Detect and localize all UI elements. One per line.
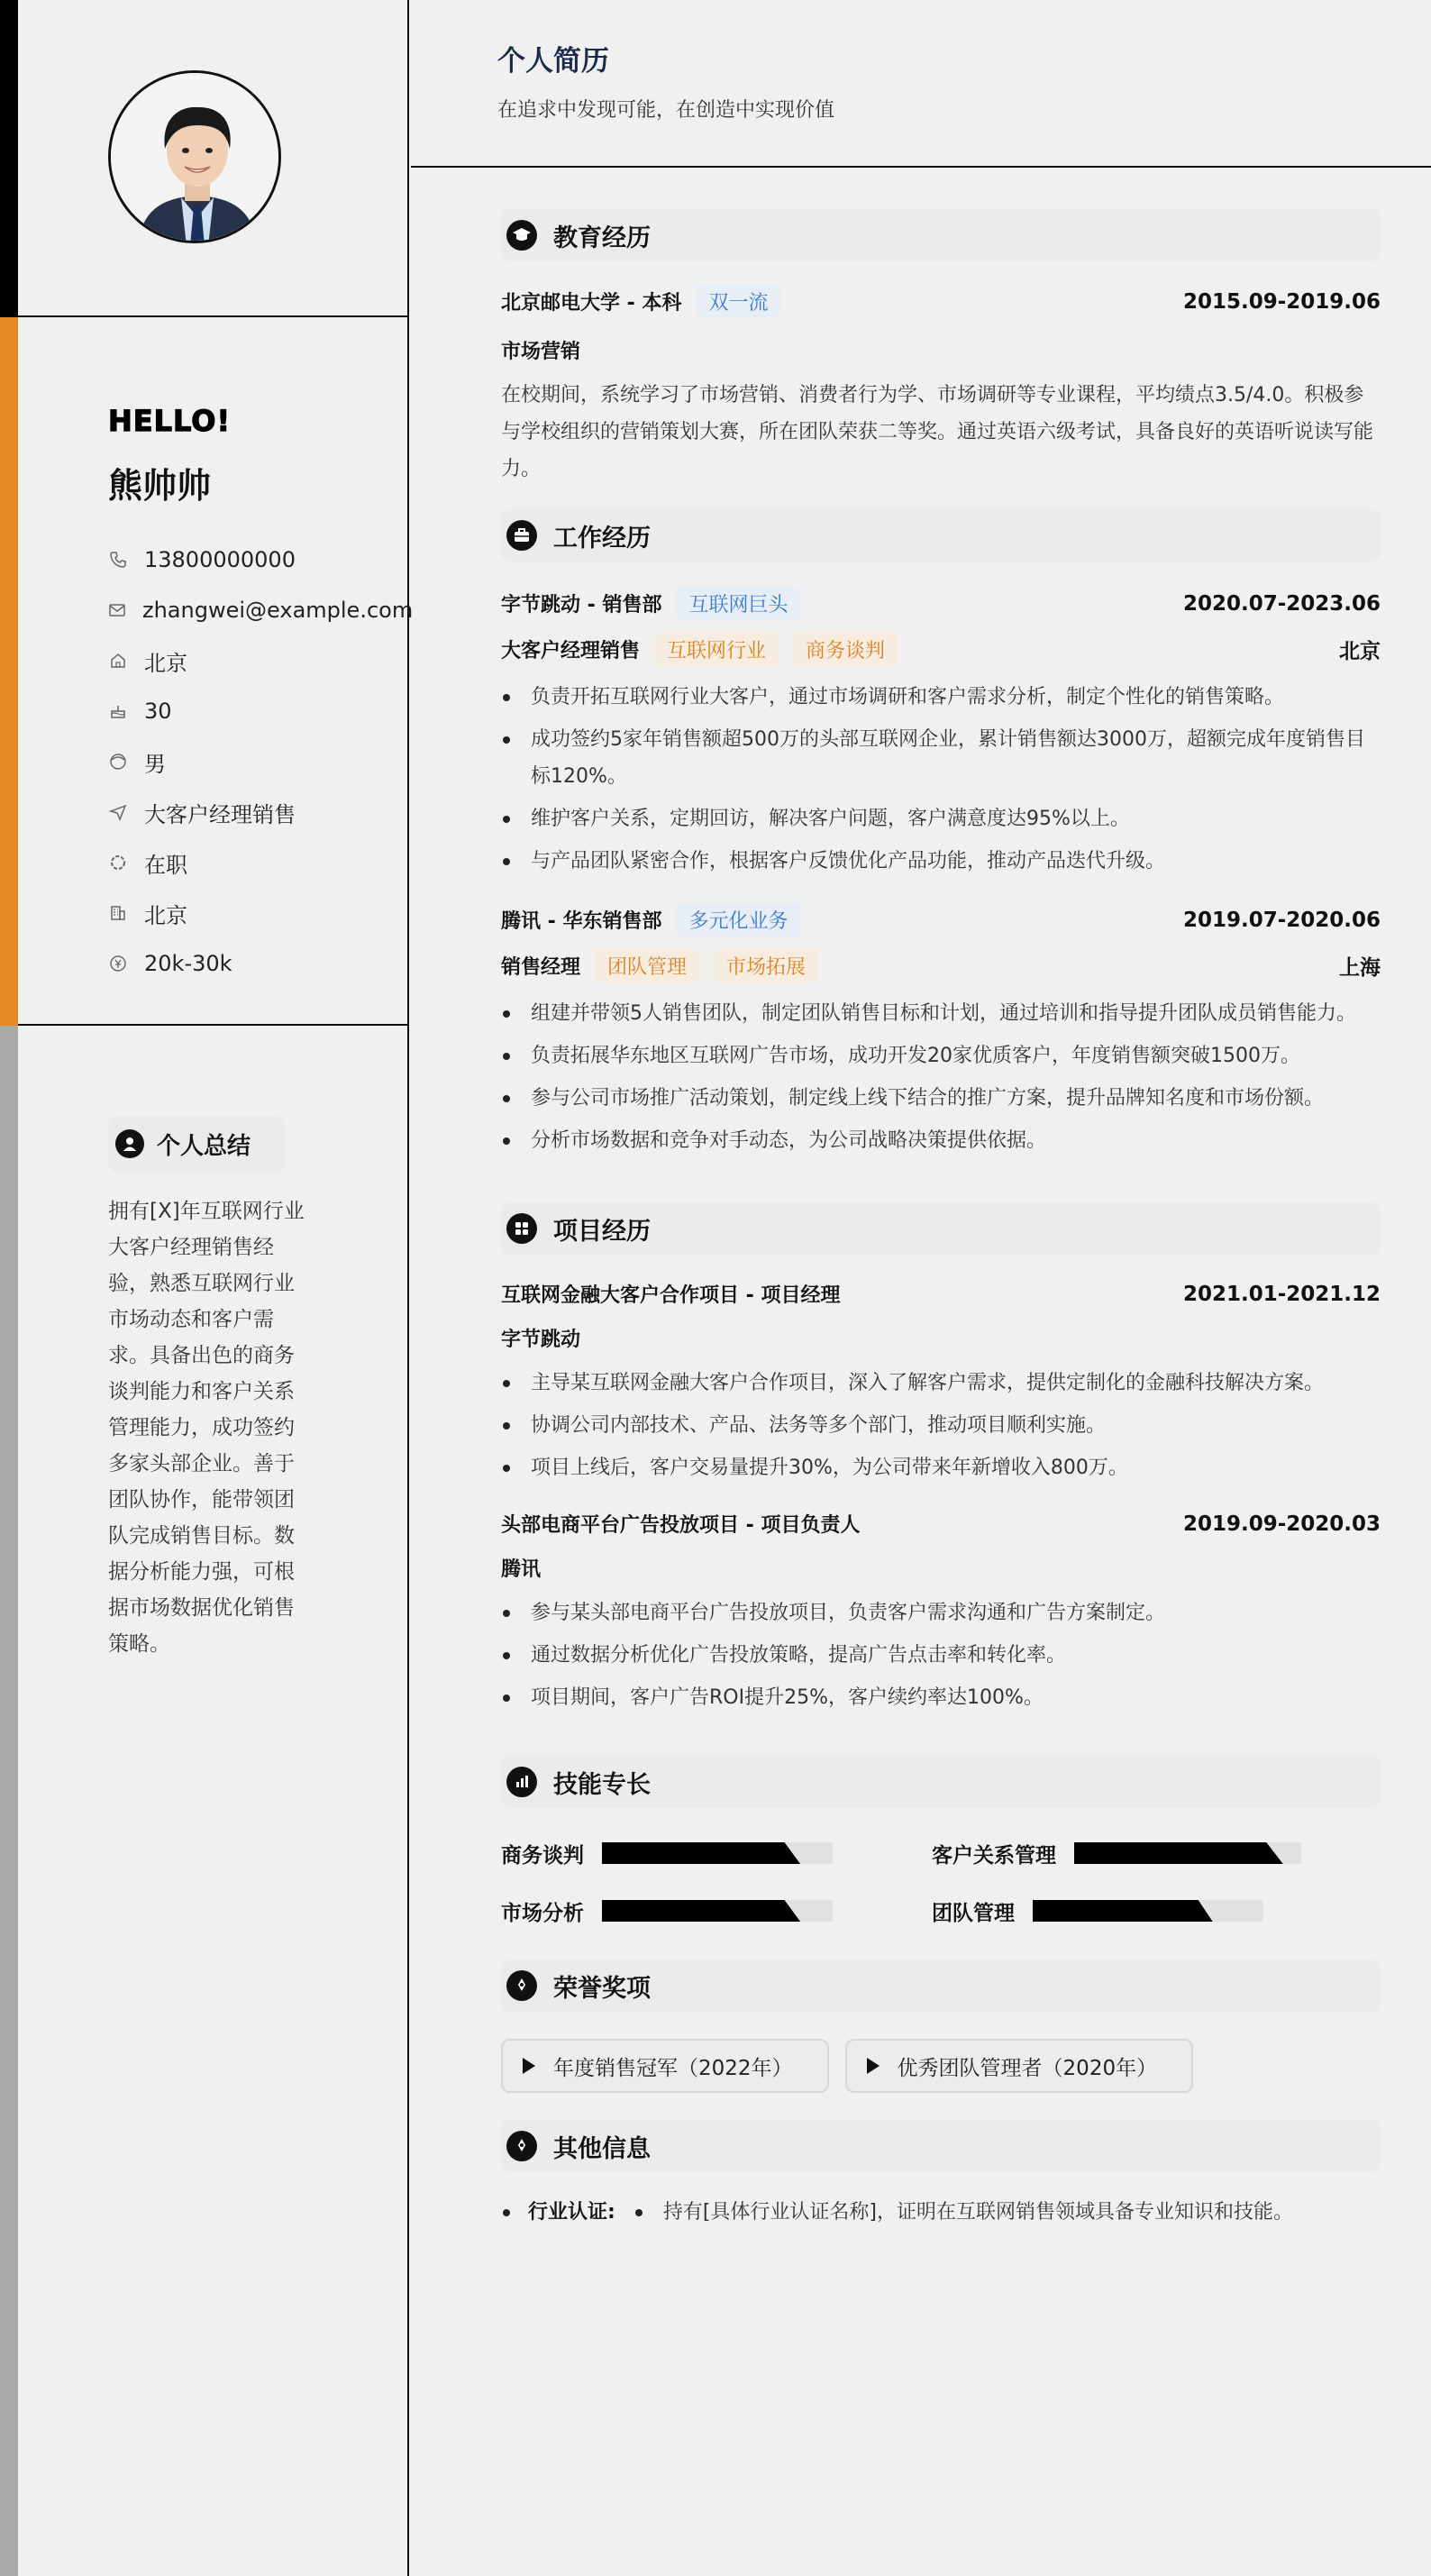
phone-icon bbox=[108, 550, 128, 570]
other-bullets bbox=[633, 2194, 1293, 2231]
role-name: 销售经理 bbox=[501, 956, 581, 979]
project-bullets bbox=[501, 1365, 1381, 1486]
list-item: 项目上线后，客户交易量提升30%，为公司带来年新增收入800万。 bbox=[501, 1449, 1381, 1486]
other-label: 行业认证: bbox=[528, 2201, 615, 2224]
person-name: 熊帅帅 bbox=[108, 466, 212, 506]
project-bullets bbox=[501, 1594, 1381, 1716]
accent-strip-bottom bbox=[0, 1026, 18, 2576]
education-heading bbox=[501, 209, 1381, 261]
other-heading-label: 其他信息 bbox=[553, 2134, 651, 2163]
project-title: 头部电商平台广告投放项目 - 项目负责人 bbox=[501, 1514, 861, 1537]
company-name: 字节跳动 - 销售部 bbox=[501, 594, 662, 617]
bar-chart-icon bbox=[506, 1767, 537, 1797]
list-item: 项目期间，客户广告ROI提升25%，客户续约率达100%。 bbox=[501, 1679, 1381, 1716]
skills-grid bbox=[501, 1824, 1381, 1940]
list-item: 与产品团队紧密合作，根据客户反馈优化产品功能，推动产品迭代升级。 bbox=[501, 843, 1381, 880]
resume-body bbox=[411, 168, 1431, 2231]
status-value: 在职 bbox=[144, 852, 187, 878]
school-tag: 双一流 bbox=[696, 285, 780, 318]
list-item: 负责拓展华东地区互联网广告市场，成功开发20家优质客户，年度销售额突破1500万。 bbox=[501, 1037, 1381, 1074]
main-content bbox=[411, 0, 1431, 2231]
awards-heading-label: 荣誉奖项 bbox=[553, 1974, 651, 2003]
role-tag: 市场拓展 bbox=[714, 949, 818, 982]
position-value: 大客户经理销售 bbox=[144, 801, 296, 827]
money-icon bbox=[108, 954, 128, 973]
page-subtitle: 在追求中发现可能，在创造中实现价值 bbox=[497, 99, 835, 122]
summary-text: 拥有[X]年互联网行业大客户经理销售经验，熟悉互联网行业市场动态和客户需求。具备出色的商务谈判能力和客户关系管理能力，成功签约多家头部企业。善于团队协作，能带领团队完成销售目标。数据分析能力强，可根据市场数据优化销售策略。 bbox=[108, 1200, 305, 1656]
personal-info-section bbox=[18, 317, 414, 1026]
job-city: 上海 bbox=[1339, 956, 1381, 980]
send-icon bbox=[108, 802, 128, 822]
job-date: 2020.07-2023.06 bbox=[1182, 591, 1381, 616]
other-info-row bbox=[501, 2194, 1381, 2231]
gender-value: 男 bbox=[144, 751, 166, 777]
skill-bar bbox=[1033, 1900, 1263, 1922]
skill-name: 团队管理 bbox=[932, 1901, 1015, 1925]
play-icon bbox=[867, 2058, 880, 2074]
salary-value: 20k-30k bbox=[144, 951, 232, 976]
graduation-cap-icon bbox=[506, 220, 537, 251]
list-item: 参与公司市场推广活动策划，制定线上线下结合的推广方案，提升品牌知名度和市场份额。 bbox=[501, 1080, 1381, 1117]
home-icon bbox=[108, 651, 128, 671]
project-entry bbox=[501, 1510, 1381, 1716]
job-entry bbox=[501, 903, 1381, 1159]
skill-item bbox=[501, 1824, 932, 1882]
list-item: 成功签约5家年销售额超500万的头部互联网企业，累计销售额达3000万，超额完成年度销售目标120%。 bbox=[501, 721, 1381, 795]
company-tag: 多元化业务 bbox=[676, 903, 800, 936]
city-value: 北京 bbox=[144, 902, 187, 928]
other-heading bbox=[501, 2120, 1381, 2172]
role-name: 大客户经理销售 bbox=[501, 640, 641, 662]
job-entry bbox=[501, 587, 1381, 880]
briefcase-icon bbox=[506, 520, 537, 551]
work-heading bbox=[501, 509, 1381, 562]
skills-heading-label: 技能专长 bbox=[553, 1770, 651, 1799]
projects-heading-label: 项目经历 bbox=[553, 1217, 651, 1246]
project-org: 腾讯 bbox=[501, 1558, 542, 1581]
info-gender bbox=[108, 736, 407, 787]
skill-bar bbox=[602, 1842, 833, 1864]
skill-bar bbox=[1074, 1842, 1301, 1864]
email-value: zhangwei@example.com bbox=[142, 598, 414, 623]
list-item: 负责开拓互联网行业大客户，通过市场调研和客户需求分析，制定个性化的销售策略。 bbox=[501, 679, 1381, 716]
info-status bbox=[108, 837, 407, 888]
face-icon bbox=[108, 752, 128, 772]
summary-heading bbox=[108, 1116, 285, 1172]
info-salary bbox=[108, 938, 407, 989]
list-item: 主导某互联网金融大客户合作项目，深入了解客户需求，提供定制化的金融科技解决方案。 bbox=[501, 1365, 1381, 1402]
skill-name: 商务谈判 bbox=[501, 1843, 584, 1868]
info-email bbox=[108, 585, 414, 635]
projects-heading bbox=[501, 1202, 1381, 1255]
skill-bar-fill bbox=[1033, 1900, 1213, 1922]
info-icon bbox=[506, 2131, 537, 2161]
list-item: 持有[具体行业认证名称]，证明在互联网销售领域具备专业知识和技能。 bbox=[633, 2194, 1293, 2231]
grid-icon bbox=[506, 1213, 537, 1244]
skill-item bbox=[501, 1882, 932, 1940]
role-tag: 团队管理 bbox=[595, 949, 699, 982]
awards-list bbox=[501, 2039, 1381, 2093]
award-label: 年度销售冠军（2022年） bbox=[553, 2056, 793, 2080]
job-role bbox=[501, 949, 818, 982]
skill-bar-fill bbox=[602, 1842, 800, 1864]
avatar bbox=[108, 70, 281, 243]
building-icon bbox=[108, 903, 128, 923]
info-phone bbox=[108, 534, 407, 585]
skill-bar bbox=[602, 1900, 833, 1922]
project-title: 互联网金融大客户合作项目 - 项目经理 bbox=[501, 1284, 841, 1307]
home-value: 北京 bbox=[144, 650, 187, 676]
skills-heading bbox=[501, 1756, 1381, 1808]
info-list bbox=[108, 534, 414, 989]
user-icon bbox=[115, 1129, 144, 1158]
job-role bbox=[501, 633, 898, 666]
job-role-row bbox=[501, 949, 1381, 982]
list-item: 分析市场数据和竞争对手动态，为公司战略决策提供依据。 bbox=[501, 1122, 1381, 1159]
summary-section bbox=[18, 1026, 407, 1662]
job-date: 2019.07-2020.06 bbox=[1182, 908, 1381, 932]
education-description: 在校期间，系统学习了市场营销、消费者行为学、市场调研等专业课程，平均绩点3.5/4.0。积极参与学校组织的营销策划大赛，所在团队荣获二等奖。通过英语六级考试，具备良好的英语听说读写能力。 bbox=[501, 384, 1374, 480]
resume-header bbox=[411, 0, 1431, 168]
page-title: 个人简历 bbox=[497, 45, 609, 78]
avatar-section bbox=[18, 0, 407, 317]
info-home bbox=[108, 635, 407, 686]
skill-name: 市场分析 bbox=[501, 1901, 584, 1925]
skill-item bbox=[932, 1824, 1363, 1882]
job-city: 北京 bbox=[1339, 640, 1381, 663]
cake-icon bbox=[108, 701, 128, 721]
award-label: 优秀团队管理者（2020年） bbox=[897, 2056, 1158, 2080]
company-tag: 互联网巨头 bbox=[676, 587, 800, 620]
list-item: 参与某头部电商平台广告投放项目，负责客户需求沟通和广告方案制定。 bbox=[501, 1594, 1381, 1631]
education-school bbox=[501, 285, 780, 318]
list-item: 组建并带领5人销售团队，制定团队销售目标和计划，通过培训和指导提升团队成员销售能力。 bbox=[501, 995, 1381, 1032]
status-icon bbox=[108, 853, 128, 872]
bullet-dot bbox=[503, 2209, 510, 2216]
job-company bbox=[501, 587, 800, 620]
project-header bbox=[501, 1510, 1381, 1538]
project-date: 2019.09-2020.03 bbox=[1182, 1512, 1381, 1536]
award-icon bbox=[506, 1970, 537, 2001]
mail-icon bbox=[108, 600, 126, 620]
project-header bbox=[501, 1280, 1381, 1308]
education-row bbox=[501, 285, 1381, 318]
accent-strip-top bbox=[0, 0, 18, 317]
school-name: 北京邮电大学 - 本科 bbox=[501, 292, 682, 315]
job-header bbox=[501, 903, 1381, 936]
list-item: 通过数据分析优化广告投放策略，提高广告点击率和转化率。 bbox=[501, 1637, 1381, 1674]
info-age bbox=[108, 686, 407, 736]
job-company bbox=[501, 903, 800, 936]
job-bullets bbox=[501, 995, 1381, 1159]
education-date: 2015.09-2019.06 bbox=[1182, 289, 1381, 314]
info-city bbox=[108, 888, 407, 938]
work-heading-label: 工作经历 bbox=[553, 524, 651, 553]
info-position bbox=[108, 787, 407, 837]
accent-strip-middle bbox=[0, 317, 18, 1026]
skill-name: 客户关系管理 bbox=[932, 1843, 1056, 1868]
project-entry bbox=[501, 1280, 1381, 1486]
award-item[interactable] bbox=[845, 2039, 1194, 2093]
skill-bar-fill bbox=[602, 1900, 800, 1922]
project-date: 2021.01-2021.12 bbox=[1182, 1282, 1381, 1306]
sidebar bbox=[18, 0, 414, 2576]
job-header bbox=[501, 587, 1381, 620]
role-tag: 商务谈判 bbox=[793, 633, 898, 666]
project-org: 字节跳动 bbox=[501, 1329, 581, 1351]
age-value: 30 bbox=[144, 699, 172, 724]
phone-value: 13800000000 bbox=[144, 547, 296, 572]
play-icon bbox=[523, 2058, 535, 2074]
skill-bar-fill bbox=[1074, 1842, 1283, 1864]
job-role-row bbox=[501, 633, 1381, 666]
awards-heading bbox=[501, 1959, 1381, 2012]
list-item: 协调公司内部技术、产品、法务等多个部门，推动项目顺利实施。 bbox=[501, 1407, 1381, 1444]
greeting: HELLO! bbox=[108, 404, 232, 438]
role-tag: 互联网行业 bbox=[654, 633, 779, 666]
education-major: 市场营销 bbox=[501, 341, 581, 363]
job-bullets bbox=[501, 679, 1381, 880]
summary-heading-label: 个人总结 bbox=[157, 1132, 251, 1160]
avatar-portrait-icon bbox=[111, 73, 281, 243]
skill-item bbox=[932, 1882, 1363, 1940]
education-heading-label: 教育经历 bbox=[553, 224, 651, 252]
award-item[interactable] bbox=[501, 2039, 829, 2093]
list-item: 维护客户关系，定期回访，解决客户问题，客户满意度达95%以上。 bbox=[501, 800, 1381, 837]
company-name: 腾讯 - 华东销售部 bbox=[501, 910, 662, 933]
